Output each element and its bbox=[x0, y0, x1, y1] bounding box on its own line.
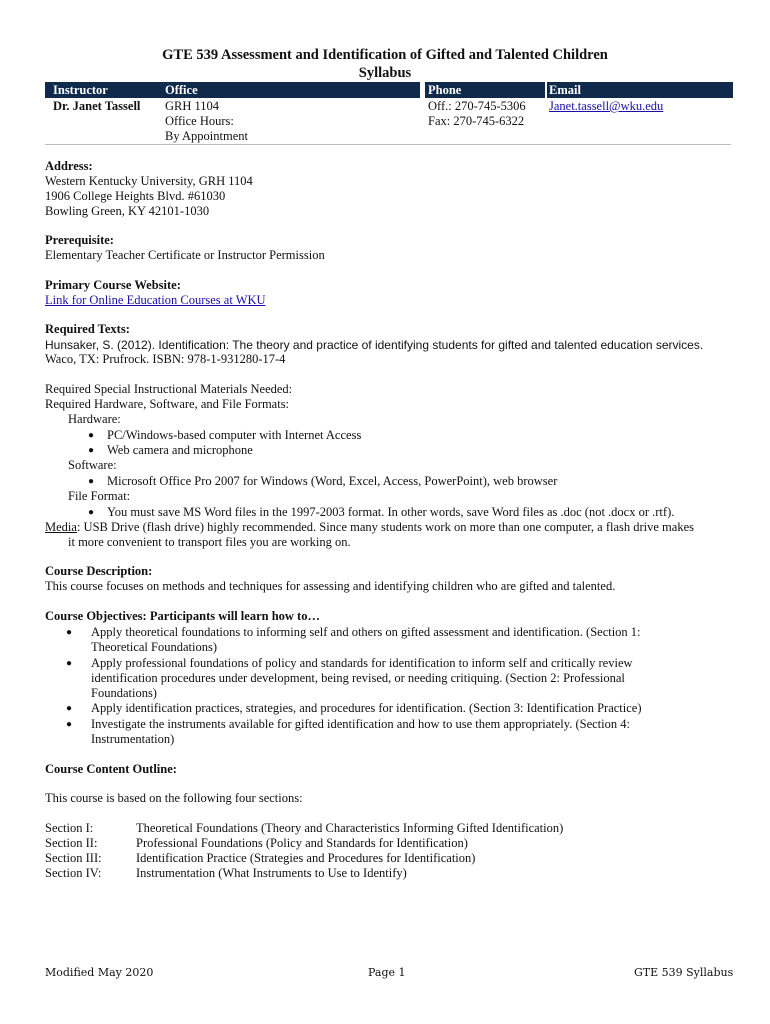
materials-line-2: Required Hardware, Software, and File Formats: bbox=[45, 397, 290, 411]
required-texts-heading: Required Texts: bbox=[45, 322, 130, 336]
outline-intro: This course is based on the following four sections: bbox=[45, 791, 303, 805]
footer-page-number: Page 1 bbox=[368, 966, 406, 979]
bullet-icon: ● bbox=[88, 445, 95, 456]
materials-line-1: Required Special Instructional Materials Needed: bbox=[45, 382, 293, 396]
objective-item-continued: identification procedures under development, being revised, or needing critiquing. (Section 2: Professional bbox=[91, 671, 625, 685]
objective-item: Apply theoretical foundations to informing self and others on gifted assessment and identification. (Section 1: bbox=[91, 625, 641, 639]
office-hours-value: By Appointment bbox=[165, 129, 248, 143]
bullet-icon: ● bbox=[66, 627, 73, 638]
objective-item-continued: Theoretical Foundations) bbox=[91, 640, 218, 654]
outline-heading: Course Content Outline: bbox=[45, 762, 177, 776]
instructor-header: Instructor bbox=[45, 82, 167, 98]
bullet-icon: ● bbox=[88, 507, 95, 518]
section-description: Instrumentation (What Instruments to Use to Identify) bbox=[136, 866, 407, 880]
office-phone: Off.: 270-745-5306 bbox=[428, 99, 526, 113]
software-item: Microsoft Office Pro 2007 for Windows (Word, Excel, Access, PowerPoint), web browser bbox=[107, 474, 558, 488]
prerequisite-heading: Prerequisite: bbox=[45, 233, 114, 247]
hardware-label: Hardware: bbox=[68, 412, 121, 426]
email-link[interactable]: Janet.tassell@wku.edu bbox=[549, 99, 664, 113]
footer-modified-date: Modified May 2020 bbox=[45, 966, 154, 979]
website-heading: Primary Course Website: bbox=[45, 278, 181, 292]
address-heading: Address: bbox=[45, 159, 93, 173]
section-description: Identification Practice (Strategies and Procedures for Identification) bbox=[136, 851, 476, 865]
section-label: Section IV: bbox=[45, 866, 102, 880]
footer-doc-title: GTE 539 Syllabus bbox=[634, 966, 734, 979]
section-description: Professional Foundations (Policy and Standards for Identification) bbox=[136, 836, 468, 850]
objective-item-continued: Foundations) bbox=[91, 686, 157, 700]
section-label: Section I: bbox=[45, 821, 94, 835]
fax-number: Fax: 270-745-6322 bbox=[428, 114, 525, 128]
phone-header: Phone bbox=[425, 82, 545, 98]
objective-item-continued: Instrumentation) bbox=[91, 732, 175, 746]
file-format-item: You must save MS Word files in the 1997-2003 format. In other words, save Word files as .doc (not .docx or .rtf). bbox=[107, 505, 675, 519]
objective-item: Apply professional foundations of policy and standards for identification to inform self and critically review bbox=[91, 656, 633, 670]
office-room: GRH 1104 bbox=[165, 99, 220, 113]
required-text-citation: Hunsaker, S. (2012). Identification: The theory and practice of identifying students for gifted and talented education services. bbox=[45, 338, 704, 352]
file-format-label: File Format: bbox=[68, 489, 131, 503]
bullet-icon: ● bbox=[66, 658, 73, 669]
section-label: Section III: bbox=[45, 851, 102, 865]
course-website-link[interactable]: Link for Online Education Courses at WKU bbox=[45, 293, 266, 307]
bullet-icon: ● bbox=[88, 476, 95, 487]
prerequisite-text: Elementary Teacher Certificate or Instructor Permission bbox=[45, 248, 325, 262]
media-text-continued: it more convenient to transport files you are working on. bbox=[68, 535, 351, 549]
objective-item: Investigate the instruments available for gifted identification and how to use them appropriately. (Section 4: bbox=[91, 717, 630, 731]
office-hours-label: Office Hours: bbox=[165, 114, 234, 128]
instructor-info-table bbox=[45, 82, 731, 145]
media-line bbox=[45, 520, 694, 535]
document-title: GTE 539 Assessment and Identification of Gifted and Talented Children bbox=[162, 47, 608, 63]
hardware-item: Web camera and microphone bbox=[107, 443, 253, 457]
address-line-3: Bowling Green, KY 42101-1030 bbox=[45, 204, 210, 218]
objective-item: Apply identification practices, strategies, and procedures for identification. (Section 3: Identification Practice) bbox=[91, 701, 642, 715]
bullet-icon: ● bbox=[66, 719, 73, 730]
description-text: This course focuses on methods and techniques for assessing and identifying children who are gifted and talented. bbox=[45, 579, 616, 593]
bullet-icon: ● bbox=[88, 430, 95, 441]
document-subtitle: Syllabus bbox=[358, 65, 412, 81]
address-line-2: 1906 College Heights Blvd. #61030 bbox=[45, 189, 226, 203]
objectives-heading: Course Objectives: Participants will learn how to… bbox=[45, 609, 320, 623]
hardware-item: PC/Windows-based computer with Internet Access bbox=[107, 428, 362, 442]
bullet-icon: ● bbox=[66, 703, 73, 714]
address-line-1: Western Kentucky University, GRH 1104 bbox=[45, 174, 253, 188]
email-header: Email bbox=[547, 82, 733, 98]
section-description: Theoretical Foundations (Theory and Characteristics Informing Gifted Identification) bbox=[136, 821, 564, 835]
required-text-publisher: Waco, TX: Prufrock. ISBN: 978-1-931280-17-4 bbox=[45, 352, 286, 366]
media-label: Media bbox=[45, 520, 77, 534]
media-text: : USB Drive (flash drive) highly recommended. Since many students work on more than one computer, a flash drive makes bbox=[76, 520, 694, 534]
software-label: Software: bbox=[68, 458, 117, 472]
description-heading: Course Description: bbox=[45, 564, 153, 578]
section-label: Section II: bbox=[45, 836, 98, 850]
office-header: Office bbox=[163, 82, 420, 98]
instructor-name: Dr. Janet Tassell bbox=[53, 99, 141, 113]
